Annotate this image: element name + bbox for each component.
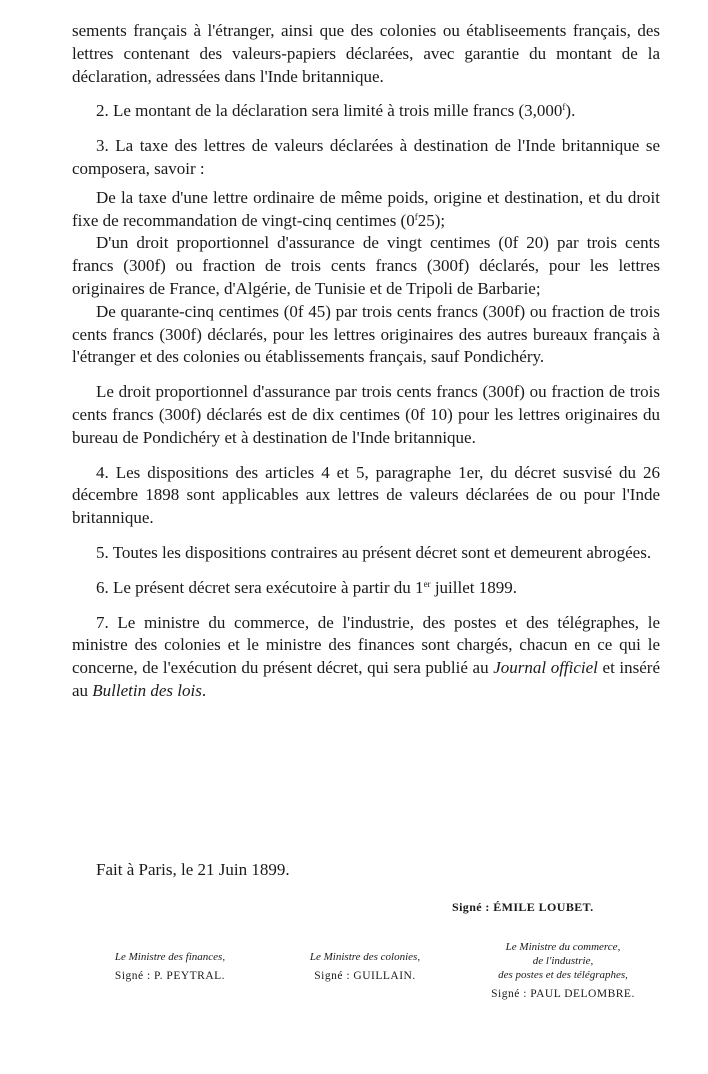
minister-title-line: de l'industrie, — [532, 955, 594, 967]
minister-title: Le Ministre des finances, — [114, 951, 226, 963]
minister-signed: Signé : PAUL DELOMBRE. — [491, 988, 635, 1000]
paragraph-article-3-insurance-france: D'un droit proportionnel d'assurance de vingt centimes (0f 20) par trois cents francs (300f) ou fraction de trois cents francs (300f) déclarés, pour les lettres originaires de France, d'Algérie, de Tunisie et de Tripoli de Barbarie; — [72, 233, 660, 298]
paragraph-article-5: 5. Toutes les dispositions contraires au présent décret sont et demeurent abrogées. — [96, 542, 652, 562]
decree-body — [72, 20, 660, 703]
paragraph-article-7: 7. Le ministre du commerce, de l'industrie, des postes et des télégraphes, le ministre des colonies et le ministre des finances sont chargés, chacun en ce qui le concerne, de l'exécution du présent décret, qui sera publié au Journal officiel et inséré au Bulletin des lois. — [72, 612, 661, 700]
minister-signed: Signé : GUILLAIN. — [314, 970, 416, 982]
paragraph-article-2: 2. Le montant de la déclaration sera limité à trois mille francs (3,000$^f$). — [96, 101, 576, 121]
paragraph-article-3-pondichery: Le droit proportionnel d'assurance par trois cents francs (300f) ou fraction de trois cents francs (300f) déclarés est de dix centimes (0f 10) pour les lettres originaires du bureau de Pondichéry et à destination de l'Inde britannique. — [72, 382, 660, 447]
paragraph-article-3: 3. La taxe des lettres de valeurs déclarées à destination de l'Inde britannique se composera, savoir : — [72, 136, 660, 178]
minister-commerce — [456, 940, 670, 1000]
minister-signed: Signé : P. PEYTRAL. — [114, 970, 226, 982]
minister-colonies — [280, 950, 450, 982]
minister-title-line: Le Ministre du commerce, — [505, 941, 621, 953]
minister-title: Le Ministre des colonies, — [309, 951, 421, 963]
paragraph-article-3-ordinary-tax: De la taxe d'une lettre ordinaire de même poids, origine et destination, et du droit fixe de recommandation de vingt-cinq centimes (0$^f$25); — [72, 187, 660, 230]
president-signature: Signé : ÉMILE LOUBET. — [452, 900, 594, 914]
minister-title-line: des postes et des télégraphes, — [498, 969, 628, 981]
paragraph-article-4: 4. Les dispositions des articles 4 et 5, paragraphe 1er, du décret susvisé du 26 décembre 1898 sont applicables aux lettres de valeurs déclarées de ou pour l'Inde britannique. — [72, 462, 660, 528]
minister-finances — [70, 950, 270, 982]
paragraph-article-3-insurance-colonies: De quarante-cinq centimes (0f 45) par trois cents francs (300f) ou fraction de trois cents francs (300f) déclarés, pour les lettres originaires des autres bureaux français à l'étranger et des colonies ou établissements français, sauf Pondichéry. — [72, 301, 660, 367]
paragraph-article-6: 6. Le présent décret sera exécutoire à partir du 1er juillet 1899. — [96, 577, 517, 597]
closing-line: Fait à Paris, le 21 Juin 1899. — [96, 860, 290, 879]
paragraph-intro: sements français à l'étranger, ainsi que des colonies ou établiseements français, des lettres contenant des valeurs-papiers déclarées, avec garantie du montant de la déclaration, adressées dans l'Inde britannique. — [72, 21, 660, 86]
